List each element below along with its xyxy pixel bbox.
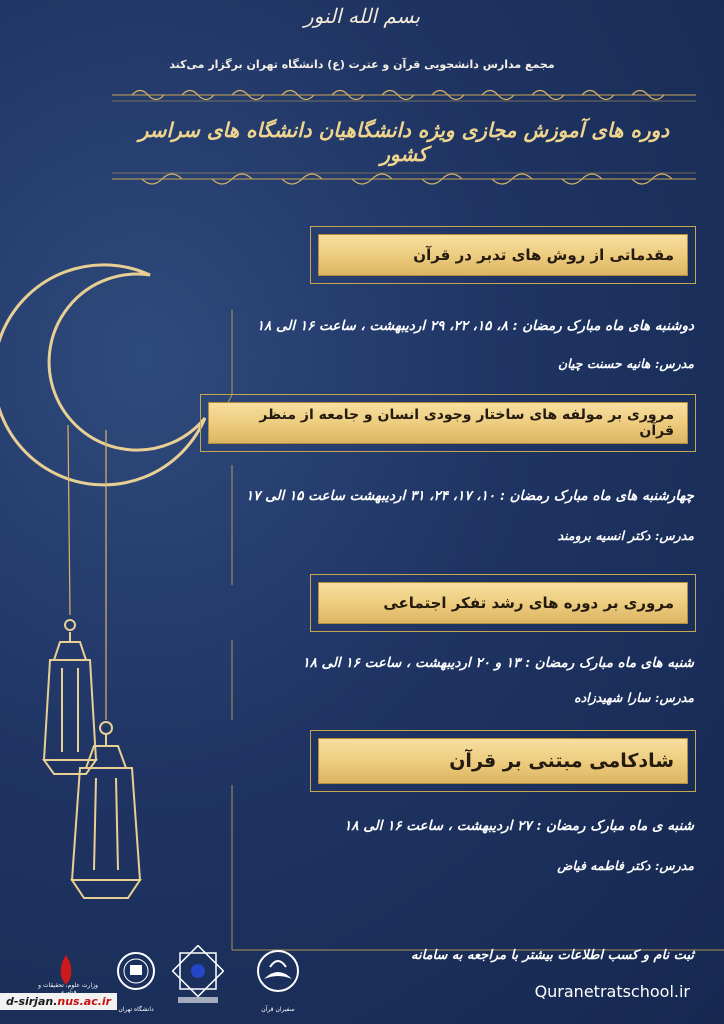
course-schedule: چهارشنبه های ماه مبارک رمضان : ۱۰، ۱۷، ۲۴، ۳۱ اردیبهشت ساعت ۱۵ الی ۱۷ (245, 488, 694, 504)
watermark-prefix: d-sirjan. (6, 995, 58, 1008)
course-schedule: دوشنبه های ماه مبارک رمضان : ۸، ۱۵، ۲۲، ۲۹ اردیبهشت ، ساعت ۱۶ الی ۱۸ (256, 318, 694, 334)
quran-school-logo (252, 945, 304, 1011)
course-banner (318, 574, 688, 632)
logo-caption: سفیران قرآن (261, 1006, 295, 1013)
organizer-text: مجمع مدارس دانشجویی قرآن و عترت (ع) دانشگاه تهران برگزار می‌کند (169, 58, 555, 71)
crescent-moon-icon (0, 265, 205, 485)
star-emblem-logo (172, 945, 224, 1011)
watermark-suffix: nus.ac.ir (57, 995, 112, 1008)
course-title: مروری بر دوره های رشد تفکر اجتماعی (383, 594, 674, 612)
course-banner (318, 730, 688, 792)
bismillah-calligraphy: بسم الله النور (303, 4, 421, 28)
course-teacher: مدرس: هانیه حسنت چیان (558, 356, 694, 371)
website-url[interactable]: Quranetratschool.ir (534, 982, 690, 1001)
course-teacher: مدرس: دکتر انسیه برومند (557, 528, 694, 543)
lantern-large-icon (72, 722, 140, 898)
tehran-university-logo (110, 945, 162, 1011)
page-title: دوره های آموزش مجازی ویژه دانشگاهیان دانشگاه های سراسر کشور (138, 118, 670, 166)
course-title: مروری بر مولفه های ساختار وجودی انسان و جامعه از منظر قرآن (259, 407, 674, 439)
course-teacher: مدرس: سارا شهیدزاده (574, 690, 694, 705)
course-banner (318, 226, 688, 284)
course-title: شادکامی مبتنی بر قرآن (449, 750, 674, 772)
course-teacher: مدرس: دکتر فاطمه فیاض (557, 858, 694, 873)
logo-caption: وزارت علوم، تحقیقات و (38, 982, 98, 989)
logo-caption: دانشگاه تهران (118, 1006, 154, 1013)
course-schedule: شنبه ی ماه مبارک رمضان : ۲۷ اردیبهشت ، ساعت ۱۶ الی ۱۸ (344, 818, 694, 834)
course-title: مقدماتی از روش های تدبر در قرآن (413, 246, 674, 264)
course-banner (208, 394, 688, 452)
watermark (0, 993, 117, 1010)
lantern-small-icon (44, 620, 96, 774)
course-schedule: شنبه های ماه مبارک رمضان : ۱۳ و ۲۰ اردیبهشت ، ساعت ۱۶ الی ۱۸ (302, 655, 694, 671)
registration-text: ثبت نام و کسب اطلاعات بیشتر با مراجعه به سامانه (411, 948, 694, 963)
